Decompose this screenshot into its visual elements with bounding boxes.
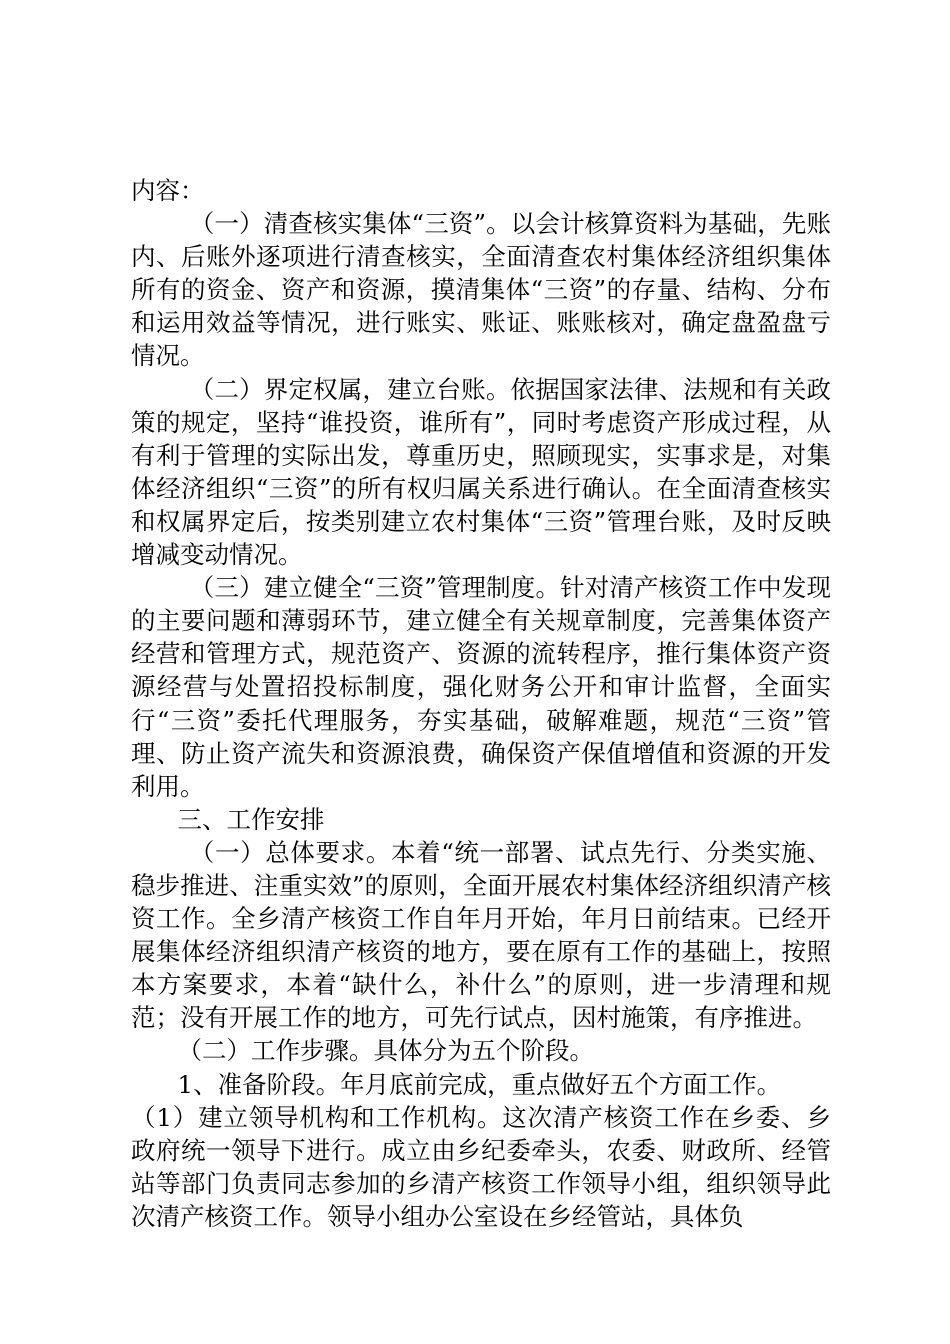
paragraph-section-1: （一）清查核实集体“三资”。以会计核算资料为基础，先账内、后账外逐项进行清查核实，全面清查农村集体经济组织集体所有的资金、资产和资源，摸清集体“三资”的存量、结构、分布和运用效益等情况，进行账实、账证、账账核对，确定盘盈盘亏情况。 (131, 209, 831, 371)
paragraph-section-3: （三）建立健全“三资”管理制度。针对清产核资工作中发现的主要问题和薄弱环节，建立健全有关规章制度，完善集体资产经营和管理方式，规范资产、资源的流转程序，推行集体资产资源经营与处置招投标制度，强化财务公开和审计监督，全面实行“三资”委托代理服务，夯实基础，破解难题，规范“三资”管理、防止资产流失和资源浪费，确保资产保值增值和资源的开发利用。 (131, 573, 831, 801)
paragraph-content-label: 内容： (131, 176, 205, 205)
paragraph-preparation-stage: 1、准备阶段。年月底前完成，重点做好五个方面工作。 (177, 1069, 782, 1099)
paragraph-work-steps: （二）工作步骤。具体分为五个阶段。 (177, 1036, 595, 1066)
paragraph-leadership-setup: （1）建立领导机构和工作机构。这次清产核资工作在乡委、乡政府统一领导下进行。成立由乡纪委牵头，农委、财政所、经管站等部门负责同志参加的乡清产核资工作领导小组，组织领导此次清产核资工作。领导小组办公室设在乡经管站，具体负 (131, 1102, 831, 1231)
paragraph-overall-requirements: （一）总体要求。本着“统一部署、试点先行、分类实施、稳步推进、注重实效”的原则，全面开展农村集体经济组织清产核资工作。全乡清产核资工作自年月开始，年月日前结束。已经开展集体经济组织清产核资的地方，要在原有工作的基础上，按照本方案要求，本着“缺什么，补什么”的原则，进一步清理和规范；没有开展工作的地方，可先行试点，因村施策，有序推进。 (131, 837, 831, 1033)
heading-work-arrangement: 三、工作安排 (177, 804, 325, 834)
document-body (131, 174, 831, 1233)
paragraph-section-2: （二）界定权属，建立台账。依据国家法律、法规和有关政策的规定，坚持“谁投资，谁所有”，同时考虑资产形成过程，从有利于管理的实际出发，尊重历史，照顾现实，实事求是，对集体经济组织“三资”的所有权归属关系进行确认。在全面清查核实和权属界定后，按类别建立农村集体“三资”管理台账，及时反映增减变动情况。 (131, 374, 831, 570)
